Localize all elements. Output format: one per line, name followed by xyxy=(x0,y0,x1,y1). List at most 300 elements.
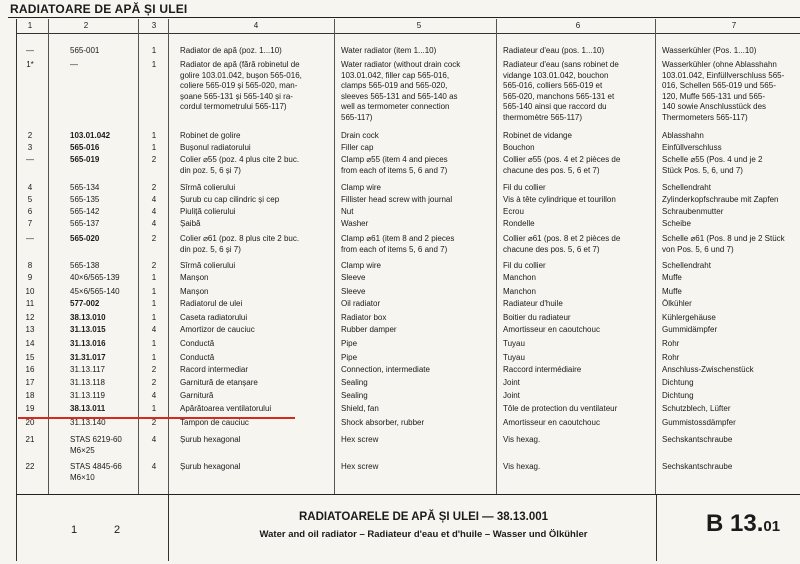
col-number-5: 5 xyxy=(416,21,422,30)
description-en-line: Sleeve xyxy=(341,273,366,282)
description-fr xyxy=(503,339,653,350)
description-ro-line: Manșon xyxy=(180,287,209,296)
description-ro-line: Radiator de apă (fără robinetul de xyxy=(180,60,300,69)
part-number: 565-137 xyxy=(70,219,100,228)
description-en xyxy=(341,462,499,473)
description-de-line: Scheibe xyxy=(662,219,691,228)
description-fr-line: Radiateur d'eau (pos. 1...10) xyxy=(503,46,605,55)
description-ro-line: Robinet de golire xyxy=(180,131,241,140)
description-de-line: Zylinderkopfschraube mit Zapfen xyxy=(662,195,779,204)
description-en xyxy=(341,299,499,310)
description-fr xyxy=(503,207,653,218)
quantity: 2 xyxy=(151,418,157,427)
description-de-line: 103.01.042, Einfüllverschluss 565- xyxy=(662,70,785,80)
position-number: 21 xyxy=(25,435,35,444)
description-en-line: Hex screw xyxy=(341,462,379,471)
description-ro xyxy=(180,183,330,194)
page-code-sub: 01 xyxy=(763,518,781,535)
description-ro-line: Sîrmă colierului xyxy=(180,183,236,192)
description-de-line: Gummistossdämpfer xyxy=(662,418,736,427)
description-en-line: Connection, intermediate xyxy=(341,365,430,374)
position-number: 18 xyxy=(25,391,35,400)
description-en xyxy=(341,378,499,389)
quantity: 4 xyxy=(151,435,157,444)
description-ro-line: Șurub cu cap cilindric și cep xyxy=(180,195,280,204)
description-en-line: sleeves 565-131 and 565-140 as xyxy=(341,91,458,101)
description-ro xyxy=(180,155,330,176)
description-de xyxy=(662,435,800,446)
description-ro xyxy=(180,325,330,336)
description-fr-line: Fil du collier xyxy=(503,261,546,270)
top-rule xyxy=(8,17,800,18)
description-en xyxy=(341,325,499,336)
description-ro-line: Colier ⌀55 (poz. 4 plus cite 2 buc. xyxy=(180,155,300,164)
description-fr xyxy=(503,60,653,123)
description-de xyxy=(662,287,800,298)
description-en xyxy=(341,207,499,218)
description-ro xyxy=(180,207,330,218)
description-en-line: 103.01.042, filler cap 565-016, xyxy=(341,70,450,80)
description-en xyxy=(341,183,499,194)
description-fr-line: Radiateur d'huile xyxy=(503,299,563,308)
part-number: 40×6/565-139 xyxy=(70,273,120,282)
quantity: 4 xyxy=(151,391,157,400)
description-fr xyxy=(503,391,653,402)
description-en-line: from each of items 5, 6 and 7) xyxy=(341,244,448,254)
position-number: 7 xyxy=(27,219,33,228)
position-number: 17 xyxy=(25,378,35,387)
quantity: 4 xyxy=(151,195,157,204)
description-fr xyxy=(503,143,653,154)
position-number: 15 xyxy=(25,353,35,362)
part-number: STAS 6219-60 M6×25 xyxy=(70,435,122,455)
part-number: 38.13.010 xyxy=(70,313,106,322)
col-number-1: 1 xyxy=(27,21,33,30)
quantity: 2 xyxy=(151,234,157,243)
description-fr-line: Bouchon xyxy=(503,143,535,152)
description-en xyxy=(341,435,499,446)
description-fr xyxy=(503,131,653,142)
description-de xyxy=(662,325,800,336)
part-number: 565-020 xyxy=(70,234,100,243)
quantity: 2 xyxy=(151,378,157,387)
description-ro-line: Șurub hexagonal xyxy=(180,435,241,444)
description-en-line: Clamp ⌀61 (item 8 and 2 pieces xyxy=(341,234,455,243)
description-ro xyxy=(180,299,330,310)
page-title: RADIATOARE DE APĂ ȘI ULEI xyxy=(10,2,188,16)
description-en xyxy=(341,155,499,176)
quantity: 1 xyxy=(151,46,157,55)
description-de xyxy=(662,219,800,230)
page-code-main: B 13. xyxy=(706,510,764,537)
description-fr-line: Joint xyxy=(503,391,520,400)
description-ro xyxy=(180,418,330,429)
description-fr xyxy=(503,46,653,57)
description-fr xyxy=(503,234,653,255)
description-fr-line: Boitier du radiateur xyxy=(503,313,571,322)
description-en-line: Shield, fan xyxy=(341,404,379,413)
description-fr xyxy=(503,183,653,194)
description-fr-line: Tôle de protection du ventilateur xyxy=(503,404,618,413)
position-number: 9 xyxy=(27,273,33,282)
description-fr xyxy=(503,195,653,206)
description-fr xyxy=(503,365,653,376)
quantity: 1 xyxy=(151,313,157,322)
description-ro-line: Radiatorul de ulei xyxy=(180,299,243,308)
quantity: 2 xyxy=(151,365,157,374)
quantity: 2 xyxy=(151,155,157,164)
description-fr-line: Amortisseur en caoutchouc xyxy=(503,418,600,427)
description-de-line: Schutzblech, Lüfter xyxy=(662,404,731,413)
description-fr xyxy=(503,353,653,364)
description-en xyxy=(341,339,499,350)
description-de-line: Einfüllverschluss xyxy=(662,143,722,152)
description-ro-line: Piuliță colierului xyxy=(180,207,236,216)
description-en xyxy=(341,273,499,284)
description-ro-line: Colier ⌀61 (poz. 8 plus cite 2 buc. xyxy=(180,234,300,243)
part-number: 45×6/565-140 xyxy=(70,287,120,296)
position-number: — xyxy=(26,46,34,55)
description-en xyxy=(341,46,499,57)
description-en xyxy=(341,261,499,272)
description-fr-line: vidange 103.01.042, bouchon xyxy=(503,70,609,80)
description-de-line: Kühlergehäuse xyxy=(662,313,716,322)
col-number-2: 2 xyxy=(83,21,89,30)
col-number-6: 6 xyxy=(575,21,581,30)
description-en-line: from each of items 5, 6 and 7) xyxy=(341,165,448,175)
description-fr-line: Collier ⌀61 (pos. 8 et 2 pièces de xyxy=(503,234,621,243)
description-fr xyxy=(503,273,653,284)
description-ro xyxy=(180,391,330,402)
description-de xyxy=(662,46,800,57)
description-ro xyxy=(180,339,330,350)
position-number: — xyxy=(26,155,34,164)
description-ro xyxy=(180,313,330,324)
description-de-line: Schelle ⌀61 (Pos. 8 und je 2 Stück xyxy=(662,234,785,243)
part-number: 577-002 xyxy=(70,299,100,308)
position-number: 19 xyxy=(25,404,35,413)
description-fr-line: 565-140 ainsi que raccord du xyxy=(503,102,607,111)
quantity: 1 xyxy=(151,339,157,348)
description-en-line: well as termometer connection xyxy=(341,102,450,111)
description-de-line: Rohr xyxy=(662,339,680,348)
description-en-line: Sealing xyxy=(341,391,368,400)
description-fr xyxy=(503,261,653,272)
description-en xyxy=(341,131,499,142)
column-divider xyxy=(48,19,49,494)
position-number: — xyxy=(26,234,34,243)
description-fr-line: Amortisseur en caoutchouc xyxy=(503,325,600,334)
description-de xyxy=(662,207,800,218)
quantity: 1 xyxy=(151,353,157,362)
description-de-line: 120, Muffe 565-131 und 565- xyxy=(662,91,766,101)
description-en xyxy=(341,195,499,206)
description-en-line: Sealing xyxy=(341,378,368,387)
footer-title: RADIATOARELE DE APĂ ȘI ULEI — 38.13.001 xyxy=(298,511,549,523)
description-en xyxy=(341,60,499,123)
footer-divider xyxy=(168,495,169,561)
description-de-line: 016, Schellen 565-019 und 565- xyxy=(662,81,776,90)
description-ro-line: Conductă xyxy=(180,353,215,362)
quantity: 4 xyxy=(151,462,157,471)
description-fr-line: Manchon xyxy=(503,287,536,296)
description-en xyxy=(341,353,499,364)
description-ro-line: Sîrmă colierului xyxy=(180,261,236,270)
description-ro-line: Șaibă xyxy=(180,219,201,228)
column-divider xyxy=(334,19,335,494)
description-de xyxy=(662,299,800,310)
description-en-line: Filler cap xyxy=(341,143,374,152)
description-de-line: Schellendraht xyxy=(662,261,711,270)
description-en-line: Washer xyxy=(341,219,369,228)
description-en xyxy=(341,365,499,376)
description-ro-line: Conductă xyxy=(180,339,215,348)
position-number: 8 xyxy=(27,261,33,270)
description-de xyxy=(662,195,800,206)
description-fr xyxy=(503,404,653,415)
description-fr-line: Vis à tête cylindrique et tourillon xyxy=(503,195,616,204)
description-en-line: 565-117) xyxy=(341,112,373,122)
part-number: 31.13.117 xyxy=(70,365,105,374)
quantity: 1 xyxy=(151,60,157,69)
description-de-line: Wasserkühler (Pos. 1...10) xyxy=(662,46,757,55)
part-number: 38.13.011 xyxy=(70,404,106,413)
quantity: 1 xyxy=(151,131,157,140)
part-number: 31.31.017 xyxy=(70,353,106,362)
part-number: 565-016 xyxy=(70,143,100,152)
description-ro xyxy=(180,353,330,364)
part-number: STAS 4845-66 M6×10 xyxy=(70,462,122,482)
part-number: 565-134 xyxy=(70,183,100,192)
description-de-line: Ölkühler xyxy=(662,299,692,308)
description-en-line: Drain cock xyxy=(341,131,379,140)
description-ro-line: Amortizor de cauciuc xyxy=(180,325,255,334)
description-en-line: Fillister head screw with journal xyxy=(341,195,453,204)
description-fr-line: Ecrou xyxy=(503,207,524,216)
description-en xyxy=(341,219,499,230)
description-de xyxy=(662,365,800,376)
description-ro xyxy=(180,131,330,142)
description-ro-line: Racord intermediar xyxy=(180,365,249,374)
description-ro xyxy=(180,365,330,376)
description-de-line: Wasserkühler (ohne Ablasshahn xyxy=(662,60,777,69)
part-number: — xyxy=(70,60,78,69)
description-de xyxy=(662,404,800,415)
description-fr-line: Robinet de vidange xyxy=(503,131,572,140)
description-en-line: Clamp ⌀55 (item 4 and pieces xyxy=(341,155,448,164)
description-ro-line: din poz. 5, 6 și 7) xyxy=(180,165,241,175)
description-de xyxy=(662,273,800,284)
part-number: 103.01.042 xyxy=(70,131,111,140)
description-ro-line: golire 103.01.042, bușon 565-016, xyxy=(180,70,302,80)
part-number: 565-138 xyxy=(70,261,100,270)
description-ro xyxy=(180,462,330,473)
position-number: 14 xyxy=(25,339,35,348)
description-en-line: Radiator box xyxy=(341,313,387,322)
description-en xyxy=(341,287,499,298)
quantity: 2 xyxy=(151,183,157,192)
page-code xyxy=(706,510,780,538)
description-de-line: Muffe xyxy=(662,273,682,282)
description-fr xyxy=(503,299,653,310)
description-de-line: Sechskantschraube xyxy=(662,462,733,471)
description-fr-line: 565-016, colliers 565-019 et xyxy=(503,81,603,90)
quantity: 4 xyxy=(151,325,157,334)
description-ro xyxy=(180,143,330,154)
description-ro-line: Tampon de cauciuc xyxy=(180,418,249,427)
description-fr-line: thermomètre 565-117) xyxy=(503,112,582,122)
description-fr xyxy=(503,325,653,336)
position-number: 20 xyxy=(25,418,35,427)
description-de xyxy=(662,313,800,324)
description-en-line: clamps 565-019 and 565-020, xyxy=(341,81,448,90)
description-fr xyxy=(503,462,653,473)
description-de-line: Muffe xyxy=(662,287,682,296)
description-de xyxy=(662,261,800,272)
position-number: 10 xyxy=(25,287,35,296)
description-ro xyxy=(180,404,330,415)
description-de-line: Sechskantschraube xyxy=(662,435,733,444)
description-fr xyxy=(503,219,653,230)
description-ro xyxy=(180,46,330,57)
description-fr-line: Joint xyxy=(503,378,520,387)
description-de-line: Thermometers 565-117) xyxy=(662,112,748,122)
description-de-line: Rohr xyxy=(662,353,680,362)
column-divider xyxy=(655,19,656,494)
description-ro-line: Bușonul radiatorului xyxy=(180,143,251,152)
quantity: 1 xyxy=(151,287,157,296)
footer-box xyxy=(16,494,800,561)
footer-col-2: 2 xyxy=(114,524,121,536)
description-en-line: Hex screw xyxy=(341,435,379,444)
part-number: 31.13.118 xyxy=(70,378,105,387)
description-en xyxy=(341,404,499,415)
description-ro xyxy=(180,261,330,272)
part-number: 565-019 xyxy=(70,155,100,164)
description-en-line: Clamp wire xyxy=(341,183,382,192)
description-fr xyxy=(503,418,653,429)
description-en-line: Nut xyxy=(341,207,354,216)
position-number: 2 xyxy=(27,131,33,140)
description-en-line: Rubber damper xyxy=(341,325,397,334)
description-ro xyxy=(180,378,330,389)
description-en-line: Water radiator (item 1...10) xyxy=(341,46,437,55)
position-number: 12 xyxy=(25,313,35,322)
part-number: 31.13.119 xyxy=(70,391,105,400)
description-ro-line: Șurub hexagonal xyxy=(180,462,241,471)
description-ro-line: Caseta radiatorului xyxy=(180,313,248,322)
position-number: 4 xyxy=(27,183,33,192)
description-ro xyxy=(180,234,330,255)
footer-col-1: 1 xyxy=(71,524,78,536)
description-fr-line: Raccord intermédiaire xyxy=(503,365,582,374)
description-fr-line: Manchon xyxy=(503,273,536,282)
part-number: 565-135 xyxy=(70,195,100,204)
description-de xyxy=(662,353,800,364)
position-number: 22 xyxy=(25,462,35,471)
description-en-line: Shock absorber, rubber xyxy=(341,418,425,427)
description-en-line: Sleeve xyxy=(341,287,366,296)
col-number-3: 3 xyxy=(151,21,157,30)
description-de xyxy=(662,143,800,154)
description-ro-line: Apărătoarea ventilatorului xyxy=(180,404,272,413)
description-en-line: Pipe xyxy=(341,353,358,362)
part-number: 31.13.016 xyxy=(70,339,106,348)
description-de xyxy=(662,391,800,402)
description-de xyxy=(662,234,800,255)
description-fr-line: 565-020, manchons 565-131 et xyxy=(503,91,615,101)
part-number: 31.13.015 xyxy=(70,325,106,334)
col-number-4: 4 xyxy=(253,21,259,30)
position-number: 13 xyxy=(25,325,35,334)
description-ro xyxy=(180,60,330,113)
description-ro-line: Garnitură de etanșare xyxy=(180,378,258,387)
footer-divider xyxy=(16,495,17,561)
description-ro-line: Radiator de apă (poz. 1...10) xyxy=(180,46,282,55)
description-en xyxy=(341,418,499,429)
description-de xyxy=(662,155,800,176)
description-de-line: Schellendraht xyxy=(662,183,711,192)
description-de xyxy=(662,418,800,429)
description-fr-line: Tuyau xyxy=(503,353,525,362)
column-divider xyxy=(168,19,169,494)
description-de-line: 140 sowie Anschlusstück des xyxy=(662,102,767,111)
column-number-header xyxy=(16,19,800,34)
description-de-line: von Pos. 5, 6 und 7) xyxy=(662,244,734,254)
description-ro-line: Manșon xyxy=(180,273,209,282)
description-en-line: Water radiator (without drain cock xyxy=(341,60,461,69)
description-de-line: Anschluss-Zwischenstück xyxy=(662,365,754,374)
quantity: 1 xyxy=(151,404,157,413)
description-ro-line: coliere 565-019 și 565-020, man- xyxy=(180,81,298,90)
description-fr-line: Rondelle xyxy=(503,219,535,228)
description-fr-line: Vis hexag. xyxy=(503,462,541,471)
position-number: 16 xyxy=(25,365,35,374)
description-de xyxy=(662,462,800,473)
description-en-line: Pipe xyxy=(341,339,358,348)
footer-divider xyxy=(656,495,657,561)
description-de xyxy=(662,131,800,142)
quantity: 4 xyxy=(151,219,157,228)
description-fr-line: chacune des pos. 5, 6 et 7) xyxy=(503,165,600,175)
description-en xyxy=(341,234,499,255)
quantity: 2 xyxy=(151,261,157,270)
description-en xyxy=(341,313,499,324)
part-number: 565-001 xyxy=(70,46,100,55)
description-en xyxy=(341,143,499,154)
description-ro-line: din poz. 5, 6 și 7) xyxy=(180,244,241,254)
col-number-7: 7 xyxy=(731,21,737,30)
description-de xyxy=(662,339,800,350)
position-number: 3 xyxy=(27,143,33,152)
position-number: 5 xyxy=(27,195,33,204)
part-number: 565-142 xyxy=(70,207,100,216)
description-ro-line: șoane 565-131 și 565-140 și ra- xyxy=(180,91,293,101)
quantity: 1 xyxy=(151,299,157,308)
description-ro-line: Garnitură xyxy=(180,391,214,400)
description-de xyxy=(662,60,800,123)
description-de-line: Ablasshahn xyxy=(662,131,704,140)
description-de-line: Dichtung xyxy=(662,391,694,400)
description-fr-line: Collier ⌀55 (pos. 4 et 2 pièces de xyxy=(503,155,621,164)
description-de-line: Dichtung xyxy=(662,378,694,387)
position-number: 1* xyxy=(26,60,34,69)
description-fr xyxy=(503,155,653,176)
description-ro xyxy=(180,435,330,446)
description-fr-line: Tuyau xyxy=(503,339,525,348)
position-number: 11 xyxy=(25,299,35,308)
description-fr xyxy=(503,287,653,298)
